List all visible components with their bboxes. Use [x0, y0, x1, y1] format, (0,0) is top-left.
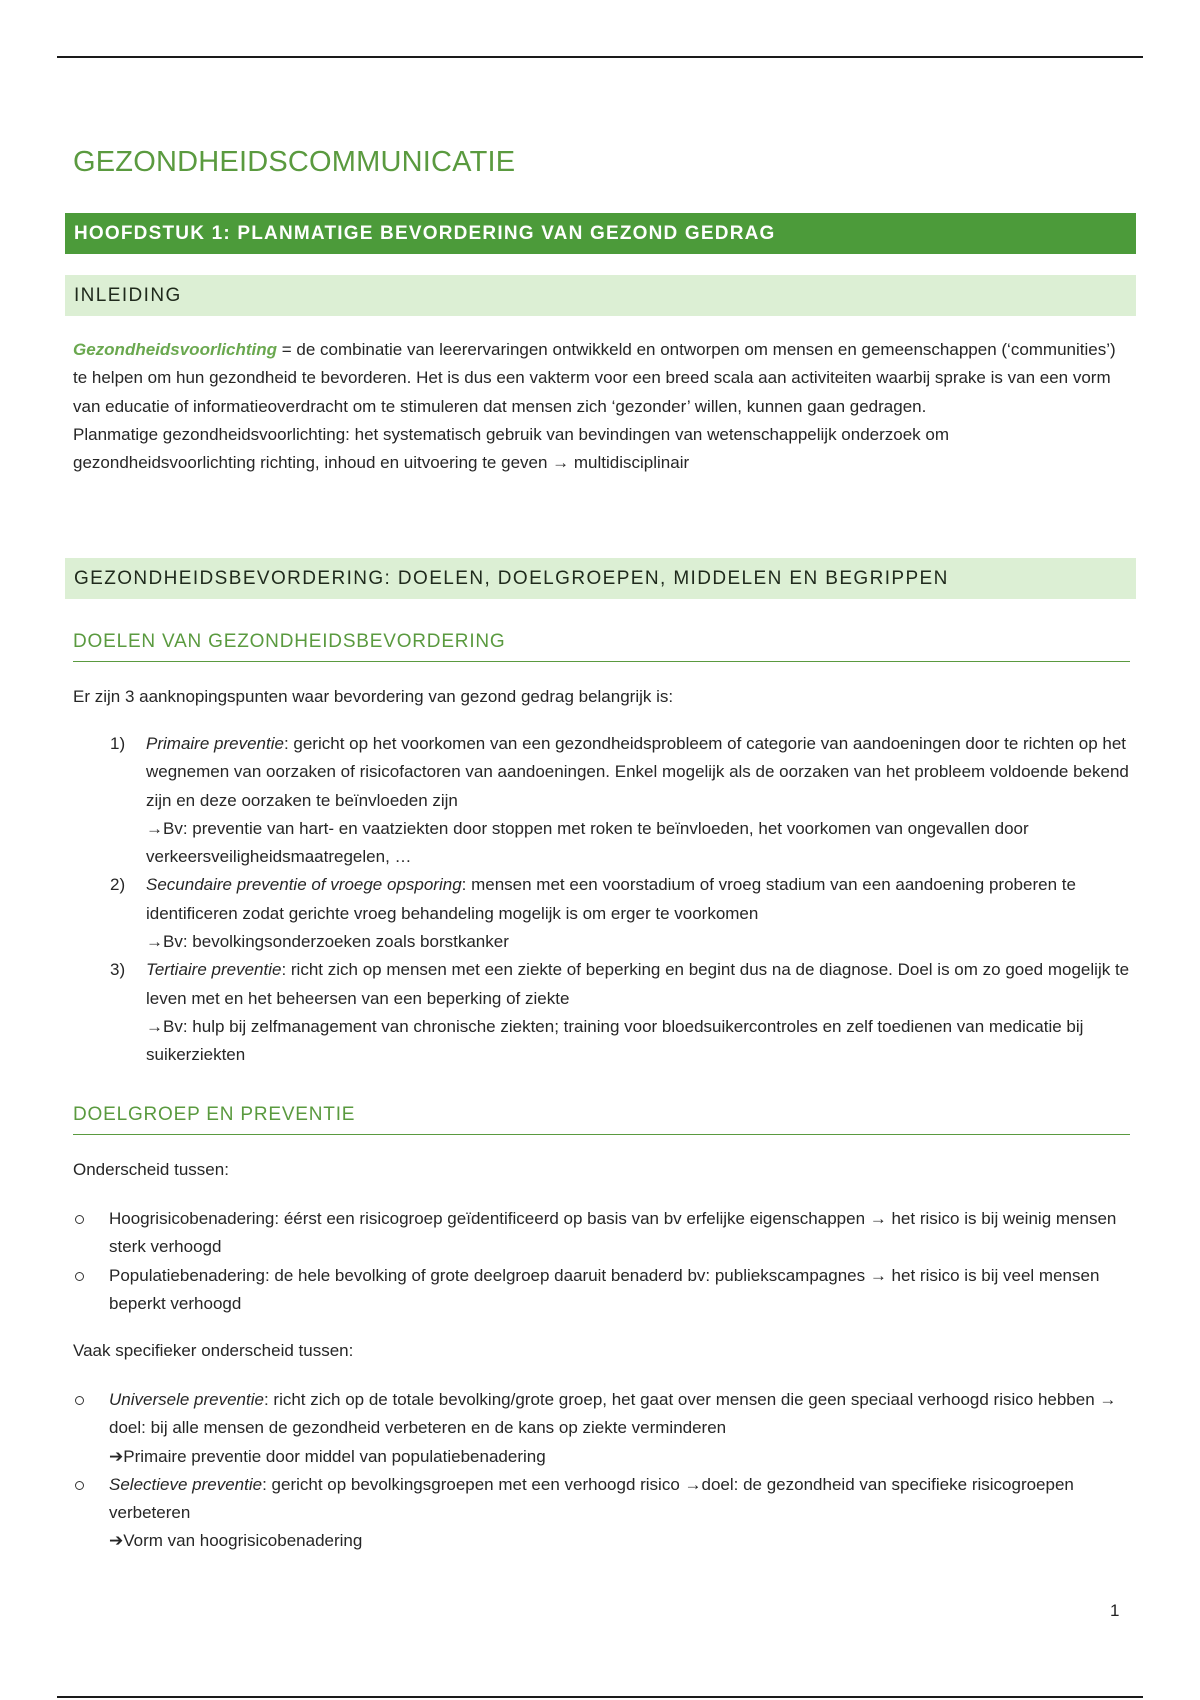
circle-bullet-icon: [75, 1272, 84, 1281]
specific-prevention-list: [73, 1386, 1133, 1556]
prevention-example: →Bv: preventie van hart- en vaatziekten door stoppen met roken te beïnvloeden, het voorkomen van ongevallen door verkeersveiligheidsmaatregelen, …: [146, 818, 1029, 867]
subheading-goals: DOELEN VAN GEZONDHEIDSBEVORDERING: [73, 631, 1130, 662]
subheading-target-group: DOELGROEP EN PREVENTIE: [73, 1104, 1130, 1135]
prevention-term: Tertiaire preventie: [146, 960, 282, 980]
arrow-note: ➔Vorm van hoogrisicobenadering: [109, 1531, 363, 1551]
list-item: [73, 956, 1133, 1069]
prevention-text: : gericht op het voorkomen van een gezondheidsprobleem of categorie van aandoeningen door te richten op het wegnemen van oorzaken of risicofactoren van aandoeningen. Enkel mogelijk als de oorzaken van het probleem voldoende bekend zijn en deze oorzaken te beïnvloeden zijn: [146, 734, 1129, 810]
prevention-term: Primaire preventie: [146, 734, 284, 753]
document-title: GEZONDHEIDSCOMMUNICATIE: [73, 146, 516, 178]
prevention-example: →Bv: hulp bij zelfmanagement van chronische ziekten; training voor bloedsuikercontroles en zelf toedienen van medicatie bij suikerziekten: [146, 1016, 1084, 1065]
list-number: 1): [110, 734, 126, 753]
prevention-text: : richt zich op mensen met een ziekte of beperking en begint dus na de diagnose. Doel is om zo goed mogelijk te leven met en het beheersen van een beperking of ziekte: [146, 960, 1130, 1008]
section-heading-promotion: GEZONDHEIDSBEVORDERING: DOELEN, DOELGROEPEN, MIDDELEN EN BEGRIPPEN: [65, 558, 1136, 599]
prevention-list: [73, 730, 1133, 1070]
prevention-text: : mensen met een voorstadium of vroeg stadium van een aandoening proberen te identificeren zodat gerichte vroeg behandeling mogelijk is om erger te voorkomen: [146, 875, 1076, 923]
prevention-term: Selectieve preventie: [109, 1474, 263, 1494]
goals-intro: Er zijn 3 aanknopingspunten waar bevordering van gezond gedrag belangrijk is:: [73, 687, 674, 706]
list-number: 2): [110, 875, 126, 895]
list-item: Populatiebenadering: de hele bevolking of grote deelgroep daaruit benaderd bv: publiekscampagnes → het risico is bij veel mensen beperkt verhoogd: [73, 1262, 1133, 1319]
arrow-note: ➔Primaire preventie door middel van populatiebenadering: [109, 1446, 546, 1466]
target-intro-1: Onderscheid tussen:: [73, 1160, 229, 1179]
list-item: Universele preventie: richt zich op de totale bevolking/grote groep, het gaat over mensen die geen speciaal verhoogd risico hebben → doel: bij alle mensen de gezondheid verbeteren en de kans op ziekte verminderen ➔Primaire preventie door middel van populatiebenadering: [73, 1386, 1133, 1471]
circle-bullet-icon: [75, 1215, 84, 1224]
prevention-term: Universele preventie: [109, 1390, 264, 1409]
list-item: [73, 730, 1133, 871]
definition-text: = de combinatie van leerervaringen ontwikkeld en ontworpen om mensen en gemeenschappen (‘communities’) te helpen om hun gezondheid te bevorderen. Het is dus een vakterm voor een breed scala aan activiteiten waarbij sprake is van een vorm van educatie of informatieoverdracht om te stimuleren dat mensen zich ‘gezonder’ willen, kunnen gaan gedragen.: [73, 340, 1116, 416]
header-rule: [57, 56, 1143, 58]
footer-rule: [57, 1696, 1143, 1698]
target-intro-2: Vaak specifieker onderscheid tussen:: [73, 1341, 354, 1360]
list-item: [73, 871, 1133, 956]
section-heading-intro: INLEIDING: [65, 275, 1136, 316]
list-number: 3): [110, 960, 126, 980]
prevention-term: Secundaire preventie of vroege opsporing: [146, 875, 462, 895]
prevention-example: →Bv: bevolkingsonderzoeken zoals borstkanker: [146, 932, 509, 952]
planned-definition-text: Planmatige gezondheidsvoorlichting: het systematisch gebruik van bevindingen van wetenschappelijk onderzoek om gezondheidsvoorlichting richting, inhoud en uitvoering te geven → multidisciplinair: [73, 424, 950, 473]
page-number: 1: [1110, 1601, 1120, 1620]
list-item: Selectieve preventie: gericht op bevolkingsgroepen met een verhoogd risico →doel: de gezondheid van specifieke risicogroepen verbeteren ➔Vorm van hoogrisicobenadering: [73, 1471, 1133, 1556]
circle-bullet-icon: [75, 1481, 84, 1490]
circle-bullet-icon: [75, 1396, 84, 1405]
list-item: Hoogrisicobenadering: éérst een risicogroep geïdentificeerd op basis van bv erfelijke eigenschappen → het risico is bij weinig mensen sterk verhoogd: [73, 1205, 1133, 1262]
term-gezondheidsvoorlichting: Gezondheidsvoorlichting: [73, 340, 278, 359]
approach-list: [73, 1205, 1133, 1318]
intro-definition-paragraph: [73, 336, 1133, 477]
chapter-heading: HOOFDSTUK 1: PLANMATIGE BEVORDERING VAN GEZOND GEDRAG: [65, 213, 1136, 254]
